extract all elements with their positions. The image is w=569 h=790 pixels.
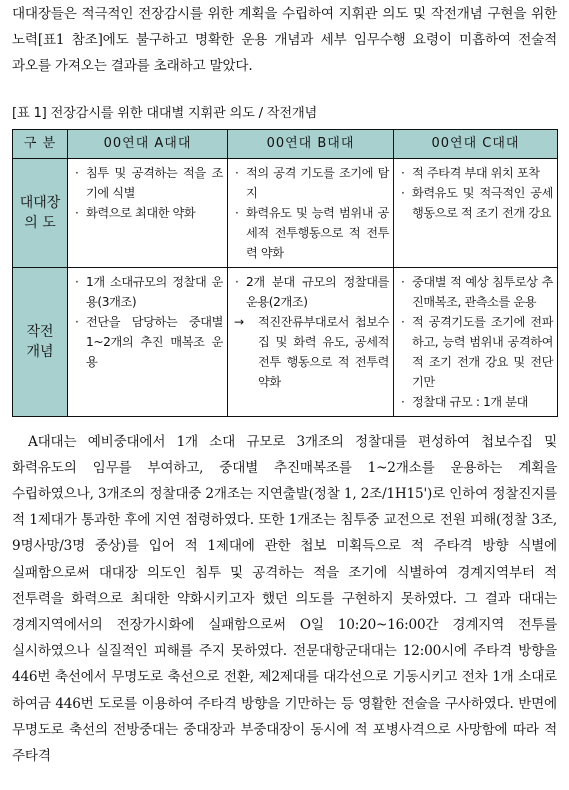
header-category: 구 분 <box>13 129 68 158</box>
table-row-intent <box>13 158 558 267</box>
list-item: · 화력으로 최대한 약화 <box>74 203 223 223</box>
table-row-concept <box>13 267 558 416</box>
cell-b-intent <box>228 158 394 267</box>
list-item: · 침투 및 공격하는 적을 조기에 식별 <box>74 163 223 203</box>
header-c-battalion: 00연대 C대대 <box>394 129 558 158</box>
list-item: · 화력유도 및 적극적인 공세행동으로 적 조기 전개 강요 <box>400 183 553 223</box>
list-item: · 적 공격기도를 조기에 전파하고, 능력 범위내 공격하여 적 조기 전개 강요 및 전단 기만 <box>400 312 553 392</box>
header-a-battalion: 00연대 A대대 <box>68 129 228 158</box>
row-label-intent <box>13 158 68 267</box>
table-caption: [표 1] 전장감시를 위한 대대별 지휘관 의도 / 작전개념 <box>12 105 318 121</box>
intro-paragraph: 대대장들은 적극적인 전장감시를 위한 계획을 수립하여 지휘관 의도 및 작전개념 구현을 위한 노력[표1 참조]에도 불구하고 명확한 운용 개념과 세부 임무수행 요령이 미흡하여 전술적 과오를 가져오는 결과를 초래하고 말았다. <box>12 6 557 75</box>
row-label-concept <box>13 267 68 416</box>
header-b-battalion: 00연대 B대대 <box>228 129 394 158</box>
list-item: · 적의 공격 기도를 조기에 탐지 <box>234 163 389 203</box>
intent-concept-table <box>12 129 558 417</box>
row-label-line: 개념 <box>26 343 54 360</box>
list-item: · 정찰대 규모 : 1개 분대 <box>400 392 553 412</box>
list-item: · 중대별 적 예상 침투로상 추진매복조, 관측소를 운용 <box>400 272 553 312</box>
table-header-row <box>13 129 558 158</box>
row-label-line: 의 도 <box>24 214 56 231</box>
row-label-line: 작전 <box>26 323 54 340</box>
list-item: · 화력유도 및 능력 범위내 공세적 전투행동으로 적 전투력 약화 <box>234 203 389 263</box>
list-item: · 1개 소대규모의 정찰대 운용(3개조) <box>74 272 223 312</box>
cell-a-concept <box>68 267 228 416</box>
list-item: → 적진잔류부대로서 첩보수집 및 화력 유도, 공세적 전투 행동으로 적 전투력 약화 <box>234 312 389 392</box>
row-label-line: 대대장 <box>19 194 61 211</box>
list-item: · 2개 분대 규모의 정찰대를 운용(2개조) <box>234 272 389 312</box>
cell-b-concept <box>228 267 394 416</box>
list-item: · 전단을 담당하는 중대별 1~2개의 추진 매복조 운용 <box>74 312 223 372</box>
cell-a-intent <box>68 158 228 267</box>
cell-c-intent <box>394 158 558 267</box>
cell-c-concept <box>394 267 558 416</box>
list-item: · 적 주타격 부대 위치 포착 <box>400 163 553 183</box>
body-paragraph: A대대는 예비중대에서 1개 소대 규모로 3개조의 정찰대를 편성하여 첩보수집 및 화력유도의 임무를 부여하고, 중대별 추진매복조를 1~2개소를 운용하는 계획을 수립하였으나, 3개조의 정찰대중 2개조는 지연출발(정찰 1, 2조/1H15')로 인하여 정찰진지를 적 1제대가 통과한 후에 지연 점령하였다. 또한 1개조는 침투중 교전으로 전원 피해(정찰 3조, 9명사망/3명 중상)를 입어 적 1제대에 관한 첩보 미획득으로 적 주타격 방향 식별에 실패함으로써 대대장 의도인 침투 및 공격하는 적을 조기에 식별하여 경계지역부터 적 전투력을 화력으로 최대한 약화시키고자 했던 의도를 구현하지 못하였다. 그 결과 대대는 경계지역에서의 전장가시화에 실패함으로써 O일 10:20~16:00간 경계지역 전투를 실시하였으나 실질적인 피해를 주지 못하였다. 전문대항군대대는 12:00시에 주타격 방향을 446번 축선에서 무명도로 축선으로 전환, 제2제대를 대각선으로 기동시키고 전차 1개 소대로 하여금 446번 도로를 이용하여 주타격 방향을 기만하는 등 영활한 전술을 구사하였다. 반면에 무명도로 축선의 전방중대는 중대장과 부중대장이 동시에 적 포병사격으로 사망함에 따라 적 주타격 <box>12 433 557 765</box>
